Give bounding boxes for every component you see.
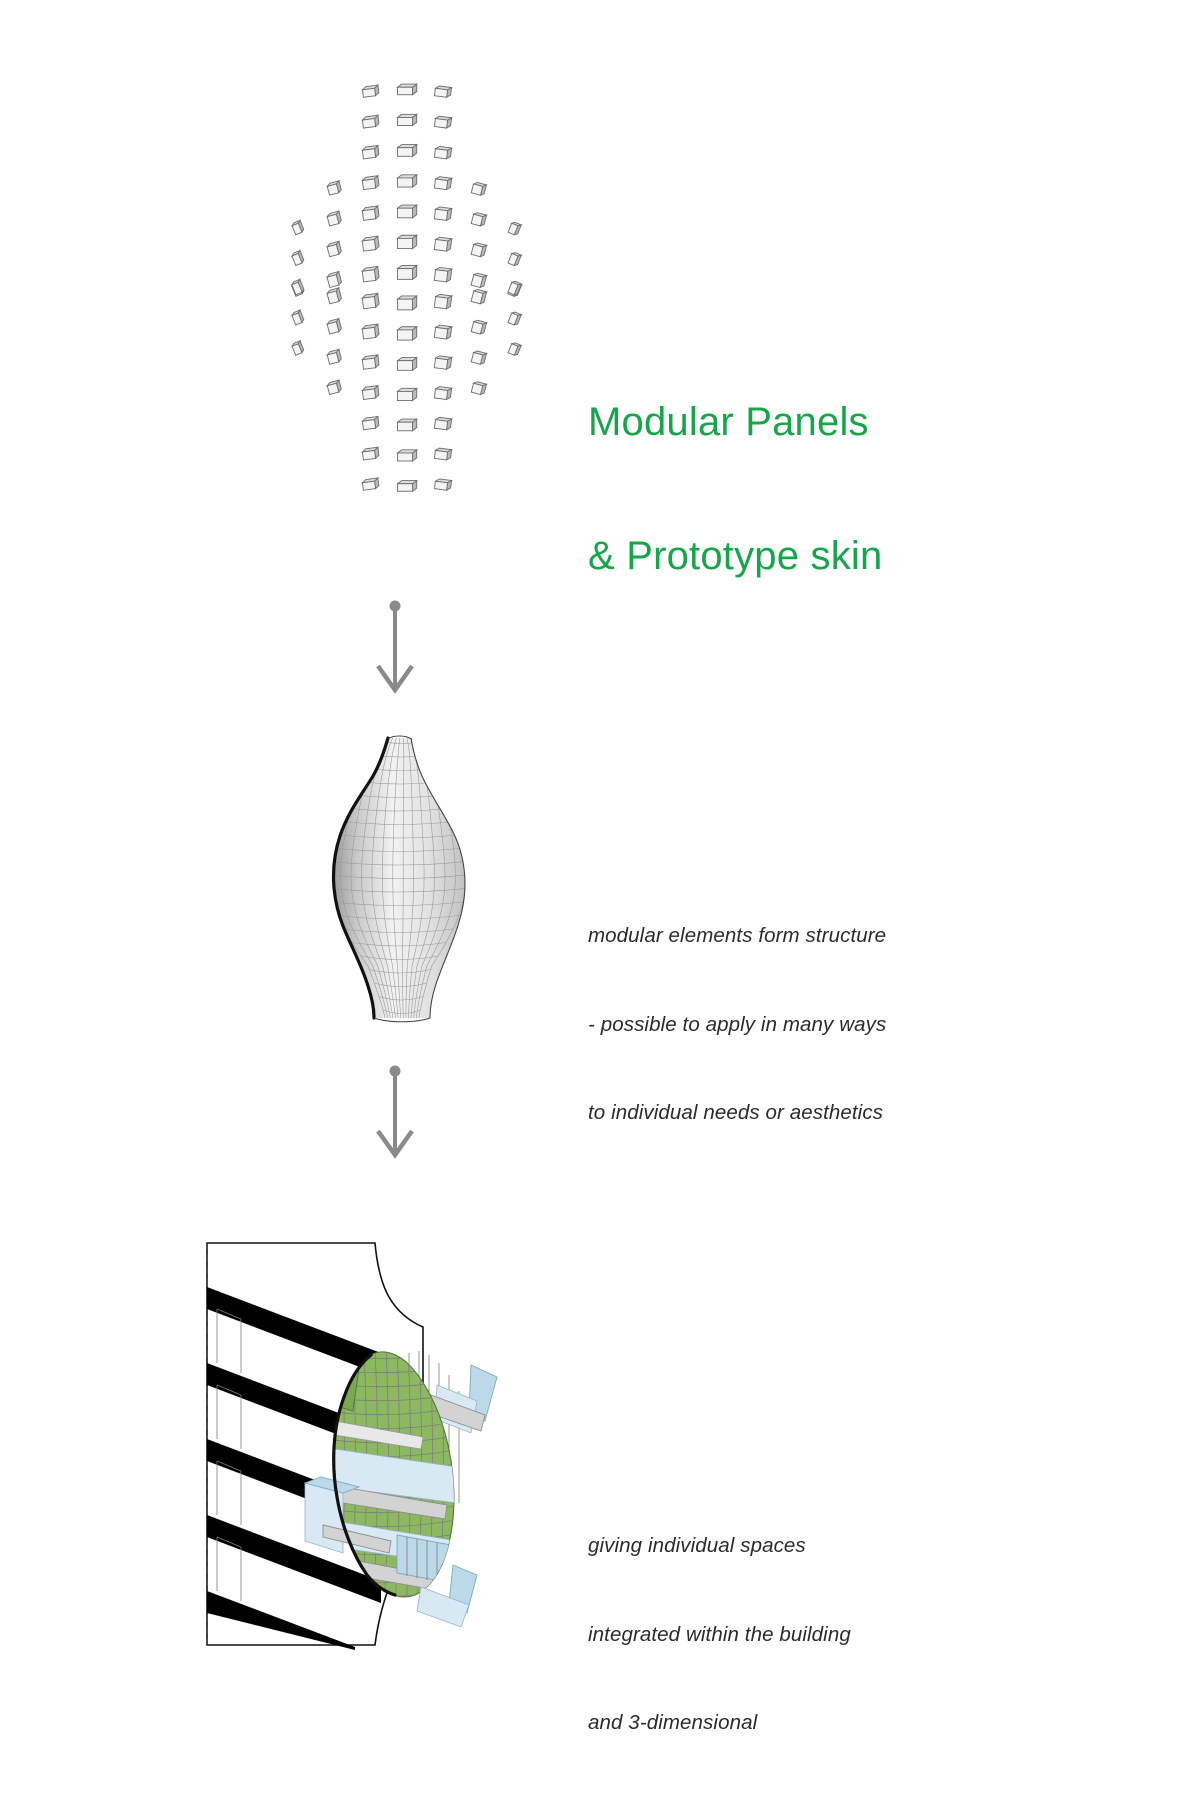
- panel-module: [508, 280, 522, 295]
- panel-module: [362, 146, 379, 159]
- panel-front-face: [398, 178, 413, 187]
- panel-module: [362, 324, 379, 339]
- panel-front-face: [362, 179, 375, 190]
- panel-module: [398, 450, 417, 461]
- panel-front-face: [327, 353, 339, 365]
- panel-module: [471, 242, 487, 257]
- panel-front-face: [398, 148, 413, 157]
- panel-module: [434, 146, 451, 159]
- panel-front-face: [398, 422, 413, 431]
- panel-front-face: [434, 149, 447, 159]
- panel-front-face: [362, 209, 375, 220]
- panel-module: [398, 114, 417, 125]
- panel-module: [362, 293, 380, 308]
- panel-module: [327, 181, 342, 195]
- panel-module: [362, 416, 379, 429]
- panel-front-face: [362, 389, 375, 400]
- panel-module: [398, 145, 417, 157]
- panel-front-face: [398, 87, 413, 95]
- panel-module: [508, 252, 521, 267]
- panel-front-face: [362, 88, 375, 97]
- panel-front-face: [471, 353, 483, 365]
- panel-module: [326, 241, 342, 256]
- caption-structure: [588, 862, 886, 1187]
- panel-module: [434, 325, 451, 340]
- title-line-1: Modular Panels: [588, 399, 869, 444]
- panel-module: [471, 381, 486, 395]
- panel-front-face: [471, 184, 483, 195]
- panel-module: [471, 272, 487, 288]
- panel-module: [471, 350, 486, 365]
- panel-module: [471, 182, 486, 196]
- caption-structure-line-1: modular elements form structure: [588, 924, 887, 948]
- panel-front-face: [362, 149, 375, 159]
- panel-front-face: [471, 291, 483, 304]
- panel-module: [362, 355, 379, 369]
- panel-module: [362, 115, 379, 128]
- panel-module: [434, 417, 451, 430]
- panel-module: [327, 380, 342, 394]
- building-section-svg: [185, 1235, 565, 1650]
- panel-front-face: [471, 214, 483, 226]
- panel-front-face: [434, 88, 447, 97]
- panel-front-face: [434, 327, 447, 339]
- panel-module: [398, 265, 417, 279]
- panel-front-face: [327, 244, 339, 256]
- panel-module: [434, 478, 451, 490]
- panel-module: [398, 481, 417, 492]
- panel-module: [434, 237, 451, 252]
- prototype-skin-surface-figure: [280, 730, 530, 1030]
- panel-front-face: [471, 383, 483, 394]
- panel-front-face: [434, 209, 447, 220]
- panel-front-face: [471, 275, 483, 288]
- panel-front-face: [434, 389, 447, 400]
- panel-module: [398, 235, 417, 248]
- panel-module: [471, 212, 486, 227]
- panel-front-face: [398, 117, 413, 125]
- panel-front-face: [362, 358, 375, 369]
- panel-module: [362, 447, 379, 460]
- panel-module: [291, 310, 304, 325]
- arrow-down-svg: [340, 600, 450, 700]
- caption-spaces-line-2: integrated within the building: [588, 1622, 851, 1646]
- panel-module: [327, 211, 342, 226]
- panel-front-face: [362, 450, 375, 460]
- panel-front-face: [434, 179, 447, 190]
- panel-module: [291, 220, 304, 234]
- panel-module: [362, 206, 379, 220]
- panel-module: [434, 206, 451, 220]
- panel-front-face: [434, 358, 447, 369]
- panel-module: [434, 448, 451, 461]
- building-section-figure: [185, 1235, 565, 1650]
- panel-module: [434, 86, 451, 98]
- panel-front-face: [398, 330, 413, 340]
- panel-front-face: [398, 299, 413, 310]
- panel-front-face: [362, 327, 375, 339]
- panel-module: [326, 319, 342, 334]
- panel-front-face: [434, 270, 448, 282]
- panel-front-face: [327, 214, 339, 226]
- panel-module: [326, 288, 342, 304]
- panel-module: [291, 341, 304, 355]
- panel-front-face: [362, 481, 375, 490]
- panel-front-face: [398, 361, 413, 371]
- panel-front-face: [434, 239, 447, 251]
- panel-module: [398, 327, 417, 340]
- page-title: [588, 310, 882, 668]
- panel-module: [362, 85, 379, 97]
- panel-front-face: [327, 291, 339, 304]
- panel-module: [398, 296, 417, 310]
- panel-module: [326, 272, 342, 288]
- panel-module: [398, 205, 417, 218]
- panel-module: [362, 266, 380, 281]
- panel-module: [362, 176, 379, 190]
- panel-module: [398, 358, 417, 371]
- panel-front-face: [327, 275, 339, 288]
- panel-module: [434, 294, 452, 309]
- flow-arrow-down-icon-bottom: [340, 1065, 450, 1165]
- panel-front-face: [362, 420, 375, 430]
- panel-front-face: [434, 119, 447, 129]
- panel-front-face: [327, 383, 339, 394]
- panel-front-face: [434, 297, 448, 309]
- panel-module: [327, 349, 342, 364]
- arrow-down-svg-2: [340, 1065, 450, 1165]
- panel-front-face: [398, 453, 413, 461]
- panel-module: [434, 176, 451, 190]
- panel-module: [508, 311, 521, 326]
- surface-base: [374, 1018, 430, 1022]
- panel-front-face: [434, 420, 447, 430]
- panel-front-face: [362, 270, 376, 282]
- panel-module: [291, 251, 304, 266]
- panel-front-face: [327, 322, 339, 334]
- panel-module: [508, 342, 521, 356]
- panel-module: [434, 267, 452, 282]
- panel-module: [362, 478, 379, 490]
- panel-module: [434, 355, 451, 369]
- panel-module: [398, 84, 417, 95]
- panel-module: [471, 319, 487, 334]
- panel-front-face: [398, 208, 413, 218]
- panel-front-face: [398, 269, 413, 280]
- panel-module: [362, 236, 379, 251]
- panel-front-face: [362, 297, 376, 309]
- panel-module: [398, 419, 417, 431]
- panel-front-face: [398, 238, 413, 248]
- prototype-skin-surface-svg: [280, 730, 530, 1030]
- panel-front-face: [398, 484, 413, 492]
- caption-spaces-line-3: and 3-dimensional: [588, 1711, 758, 1735]
- panel-front-face: [362, 119, 375, 129]
- flow-arrow-down-icon-top: [340, 600, 450, 700]
- panel-module: [362, 386, 379, 400]
- modular-panel-array-figure: [255, 55, 555, 515]
- panel-front-face: [471, 322, 483, 334]
- panel-module: [471, 289, 487, 305]
- panel-front-face: [398, 391, 413, 400]
- caption-spaces: [588, 1472, 851, 1797]
- panel-module: [434, 116, 451, 129]
- caption-structure-line-3: to individual needs or aesthetics: [588, 1101, 884, 1125]
- panel-front-face: [434, 481, 447, 490]
- panel-module: [508, 221, 521, 235]
- panel-front-face: [471, 244, 483, 256]
- caption-spaces-line-1: giving individual spaces: [588, 1534, 806, 1558]
- panel-front-face: [434, 450, 447, 460]
- panel-front-face: [362, 239, 375, 251]
- panel-module: [434, 386, 451, 400]
- title-line-2: & Prototype skin: [588, 533, 883, 578]
- modular-panel-array-svg: [255, 55, 555, 515]
- caption-structure-line-2: - possible to apply in many ways: [588, 1012, 887, 1036]
- panel-module: [398, 388, 417, 400]
- panel-module: [398, 175, 417, 187]
- panel-module: [291, 279, 305, 294]
- panel-front-face: [327, 184, 339, 195]
